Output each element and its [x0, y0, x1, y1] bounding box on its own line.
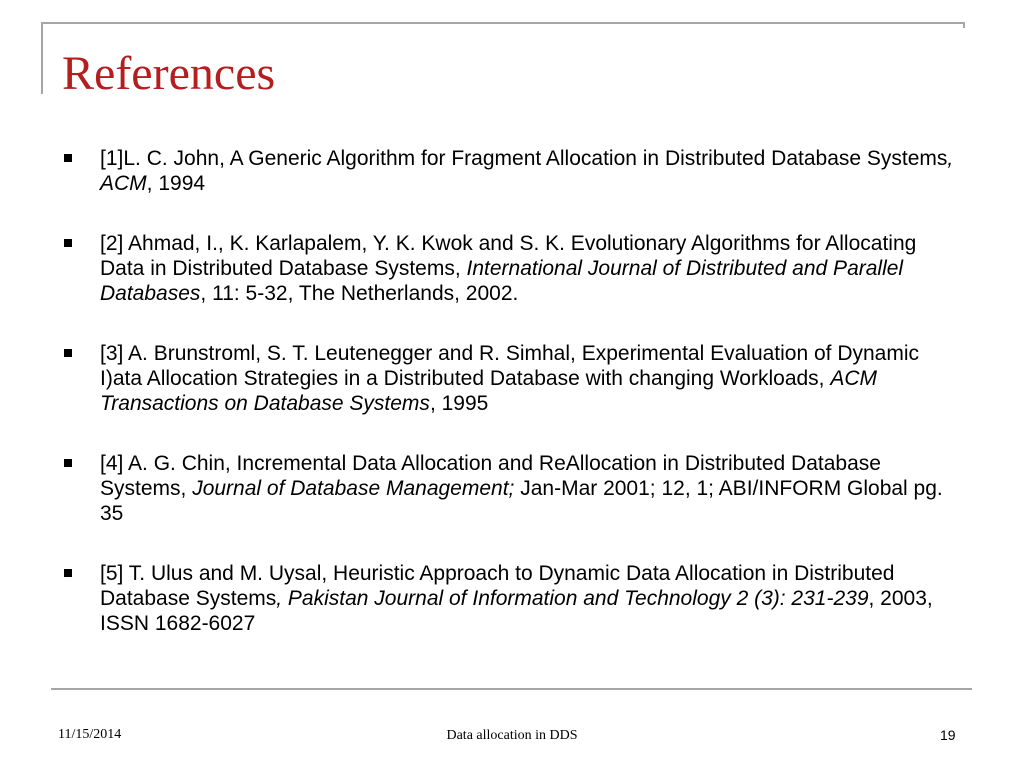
title-frame-left-rule	[41, 22, 43, 94]
reference-details: Jan-Mar 2001; 12, 1; ABI/INFORM Global pg. 35	[100, 477, 943, 525]
reference-details: , 11: 5-32, The Netherlands, 2002.	[200, 282, 519, 305]
reference-item-3	[62, 341, 962, 416]
square-bullet-icon	[64, 569, 72, 577]
reference-item-4	[62, 451, 962, 526]
slide-title: References	[62, 47, 276, 100]
footer-rule	[51, 688, 972, 690]
title-frame-right-tick	[963, 22, 965, 28]
reference-text: [2] Ahmad, I., K. Karlapalem, Y. K. Kwok and S. K. Evolutionary Algorithms for Allocating Data in Distributed Database Systems,	[100, 232, 917, 280]
reference-source: , Pakistan Journal of Information and Technology 2 (3): 231-239	[276, 587, 869, 610]
reference-text: [1]L. C. John, A Generic Algorithm for Fragment Allocation in Distributed Database Systems	[100, 147, 948, 170]
square-bullet-icon	[64, 239, 72, 247]
reference-source: International Journal of Distributed and Parallel Databases	[100, 257, 904, 305]
reference-details: , 1995	[429, 392, 489, 415]
page-number: 19	[940, 727, 956, 743]
reference-source: Journal of Database Management;	[192, 477, 515, 500]
reference-text: [3] A. Brunstroml, S. T. Leutenegger and R. Simhal, Experimental Evaluation of Dynamic I)ata Allocation Strategies in a Distributed Database with changing Workloads,	[100, 342, 920, 390]
reference-item-1	[62, 146, 962, 196]
reference-text: [4] A. G. Chin, Incremental Data Allocation and ReAllocation in Distributed Database Systems,	[100, 452, 881, 500]
square-bullet-icon	[64, 154, 72, 162]
reference-source: , ACM	[100, 147, 954, 195]
square-bullet-icon	[64, 459, 72, 467]
reference-item-5	[62, 561, 962, 636]
square-bullet-icon	[64, 349, 72, 357]
footer-title: Data allocation in DDS	[446, 728, 578, 743]
reference-item-2	[62, 231, 962, 306]
reference-text: [5] T. Ulus and M. Uysal, Heuristic Approach to Dynamic Data Allocation in Distributed Database Systems	[100, 562, 895, 610]
title-frame-top-rule	[41, 22, 965, 24]
reference-details: , 1994	[146, 172, 206, 195]
reference-details: , 2003, ISSN 1682-6027	[100, 587, 933, 635]
reference-list	[62, 146, 962, 671]
reference-source: ACM Transactions on Database Systems	[100, 367, 878, 415]
footer-date: 11/15/2014	[58, 727, 122, 742]
